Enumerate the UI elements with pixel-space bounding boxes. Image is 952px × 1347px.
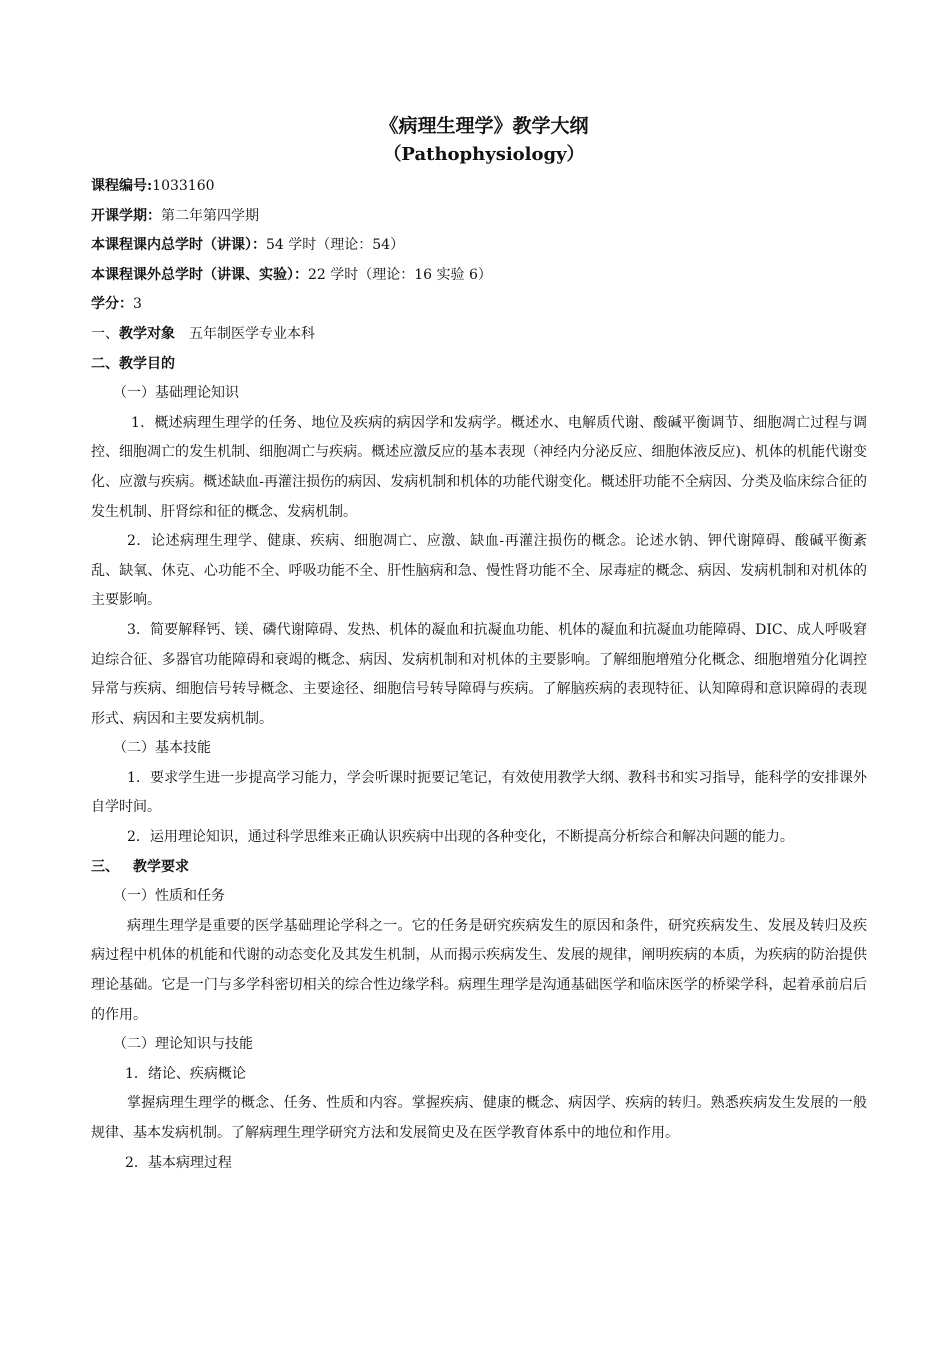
section-1-number: 一、 [91, 325, 119, 342]
out-class-hours-label: 本课程课外总学时（讲课、实验）： [91, 266, 308, 283]
section-2-paragraph-4: 1．要求学生进一步提高学习能力，学会听课时扼要记笔记，有效使用教学大纲、教科书和实习指导，能科学的安排课外自学时间。 [91, 769, 867, 816]
section-3-item-1: 1．绪论、疾病概论 [125, 1065, 246, 1082]
credit-row [91, 290, 867, 320]
section-3-subheading-2: （二）理论知识与技能 [113, 1036, 253, 1053]
semester-row [91, 202, 867, 232]
section-2-paragraph-1: 1．概述病理生理学的任务、地位及疾病的病因学和发病学。概述水、电解质代谢、酸碱平衡调节、细胞凋亡过程与调控、细胞凋亡的发生机制、细胞凋亡与疾病。概述应激反应的基本表现（神经内分泌反应、细胞体液反应)、机体的机能代谢变化、应激与疾病。概述缺血-再灌注损伤的病因、发病机制和机体的功能代谢变化。概述肝功能不全病因、分类及临床综合征的发生机制、肝肾综和征的概念、发病机制。 [91, 414, 867, 520]
semester-value: 第二年第四学期 [161, 207, 259, 224]
section-3-item-2: 2．基本病理过程 [125, 1154, 232, 1171]
section-3-heading [91, 853, 867, 883]
section-2-paragraph-3: 3．简要解释钙、镁、磷代谢障碍、发热、机体的凝血和抗凝血功能、机体的凝血和抗凝血功能障碍、DIC、成人呼吸窘迫综合征、多器官功能障碍和衰竭的概念、病因、发病机制和对机体的主要影响。了解细胞增殖分化概念、细胞增殖分化调控异常与疾病、细胞信号转导概念、主要途径、细胞信号转导障碍与疾病。了解脑疾病的表现特征、认知障碍和意识障碍的表现形式、病因和主要发病机制。 [91, 621, 867, 727]
section-2-heading: 二、教学目的 [91, 355, 175, 372]
section-1-value: 五年制医学专业本科 [189, 325, 315, 342]
section-3-subheading-1: （一）性质和任务 [113, 888, 225, 905]
in-class-hours-label: 本课程课内总学时（讲课）： [91, 237, 266, 254]
course-code-label: 课程编号: [91, 178, 153, 194]
course-code-value: 1033160 [152, 178, 215, 194]
section-1-heading [91, 320, 867, 350]
course-code-row [91, 172, 867, 202]
section-2-paragraph-2: 2．论述病理生理学、健康、疾病、细胞凋亡、应激、缺血-再灌注损伤的概念。论述水钠、钾代谢障碍、酸碱平衡紊乱、缺氧、休克、心功能不全、呼吸功能不全、肝性脑病和急、慢性肾功能不全、尿毒症的概念、病因、发病机制和对机体的主要影响。 [91, 533, 867, 609]
section-3-paragraph-2: 掌握病理生理学的概念、任务、性质和内容。掌握疾病、健康的概念、病因学、疾病的转归。熟悉疾病发生发展的一般规律、基本发病机制。了解病理生理学研究方法和发展简史及在医学教育体系中的地位和作用。 [91, 1095, 867, 1141]
section-1-title: 教学对象 [119, 325, 175, 342]
section-3-number: 三、 [91, 858, 119, 875]
section-2-subheading-1: （一）基础理论知识 [113, 385, 239, 402]
out-class-hours-row [91, 261, 867, 291]
in-class-hours-row [91, 231, 867, 261]
credit-value: 3 [133, 296, 142, 313]
section-3-paragraph-1: 病理生理学是重要的医学基础理论学科之一。它的任务是研究疾病发生的原因和条件，研究疾病发生、发展及转归及疾病过程中机体的机能和代谢的动态变化及其发生机制，从而揭示疾病发生、发展的规律，阐明疾病的本质，为疾病的防治提供理论基础。它是一门与多学科密切相关的综合性边缘学科。病理生理学是沟通基础医学和临床医学的桥梁学科，起着承前启后的作用。 [91, 917, 867, 1023]
out-class-hours-value: 22 学时（理论：16 实验 6） [308, 266, 492, 283]
document-title: 《病理生理学》教学大纲 [379, 115, 589, 137]
section-2-subheading-2: （二）基本技能 [113, 740, 211, 757]
semester-label: 开课学期： [91, 207, 161, 224]
in-class-hours-value: 54 学时（理论：54） [266, 237, 405, 254]
section-3-title: 教学要求 [133, 858, 189, 875]
document-page [91, 112, 867, 1178]
credit-label: 学分： [91, 296, 133, 313]
section-2-paragraph-5: 2．运用理论知识，通过科学思维来正确认识疾病中出现的各种变化，不断提高分析综合和解决问题的能力。 [127, 829, 794, 846]
document-subtitle: （Pathophysiology） [383, 144, 585, 165]
